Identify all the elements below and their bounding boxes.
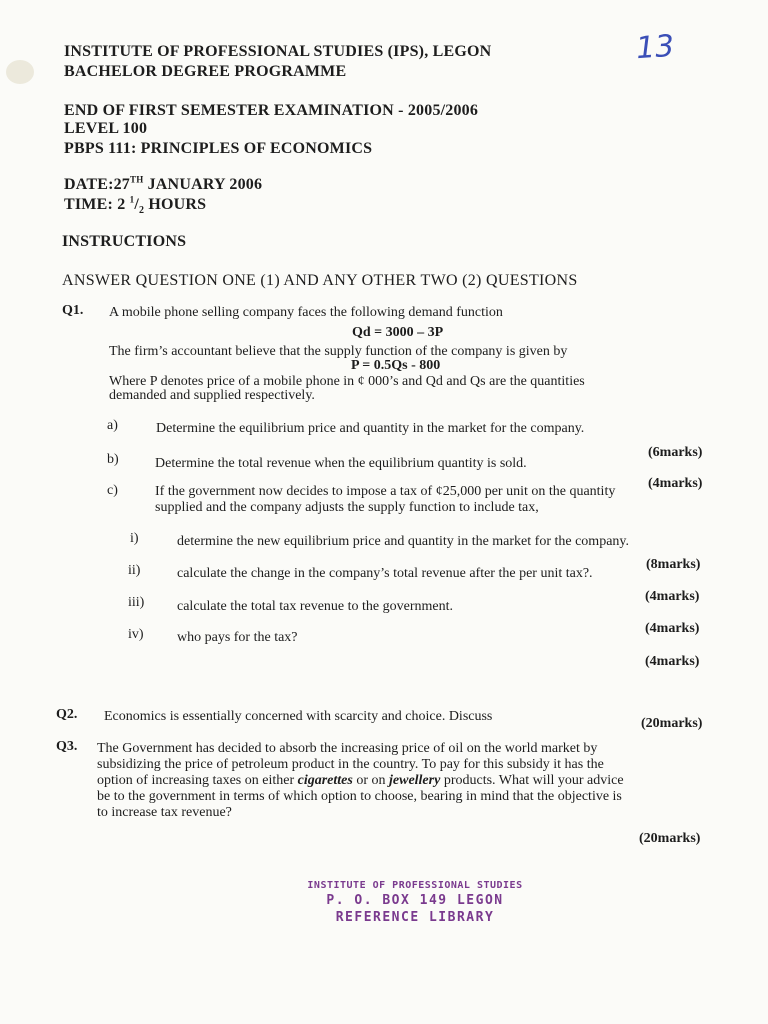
time-fraction-denominator: 2 bbox=[138, 205, 145, 217]
q1-label: Q1. bbox=[62, 303, 84, 318]
time-fraction-numerator: 1 bbox=[129, 194, 135, 205]
q1a-text: Determine the equilibrium price and quantity in the market for the company. bbox=[156, 421, 585, 436]
time-prefix: TIME: 2 bbox=[64, 196, 130, 213]
instructions-title: INSTRUCTIONS bbox=[62, 233, 187, 250]
q1-where-line2: demanded and supplied respectively. bbox=[109, 388, 315, 403]
q1-supply-intro: The firm’s accountant believe that the supply function of the company is given by bbox=[109, 344, 568, 359]
course-heading: PBPS 111: PRINCIPLES OF ECONOMICS bbox=[64, 140, 373, 157]
handwritten-page-number: 13 bbox=[634, 28, 676, 67]
time-fraction-slash: / bbox=[134, 196, 139, 213]
exam-duration bbox=[64, 196, 206, 220]
q1b-text: Determine the total revenue when the equilibrium quantity is sold. bbox=[155, 456, 527, 471]
q3-line3 bbox=[97, 773, 624, 789]
q1-supply-function: P = 0.5Qs - 800 bbox=[351, 358, 441, 373]
paper-smudge bbox=[6, 60, 34, 84]
instructions-text: ANSWER QUESTION ONE (1) AND ANY OTHER TWO (2) QUESTIONS bbox=[62, 272, 578, 289]
q1c-ii-text: calculate the change in the company’s total revenue after the per unit tax?. bbox=[177, 566, 593, 581]
time-unit: HOURS bbox=[144, 196, 207, 213]
stamp-line3: REFERENCE LIBRARY bbox=[335, 910, 495, 925]
q1c-iii-text: calculate the total tax revenue to the government. bbox=[177, 599, 453, 614]
exam-heading: END OF FIRST SEMESTER EXAMINATION - 2005/2006 bbox=[64, 102, 479, 119]
q1c-iii-label: iii) bbox=[128, 595, 145, 610]
q3-line3-end: products. What will your advice bbox=[440, 773, 624, 788]
q2-text: Economics is essentially concerned with scarcity and choice. Discuss bbox=[104, 709, 493, 724]
q1a-label: a) bbox=[107, 418, 118, 433]
q1c-iv-label: iv) bbox=[128, 627, 144, 642]
q3-line3-mid: or on bbox=[352, 773, 389, 788]
q1-demand-function: Qd = 3000 – 3P bbox=[352, 325, 444, 340]
q3-label: Q3. bbox=[56, 739, 78, 754]
library-stamp bbox=[270, 880, 560, 925]
q1-where-line1: Where P denotes price of a mobile phone in ¢ 000’s and Qd and Qs are the quantities bbox=[109, 374, 585, 389]
q1c-ii-marks: (4marks) bbox=[645, 589, 700, 604]
date-prefix: DATE:27 bbox=[64, 176, 130, 193]
q3-line1: The Government has decided to absorb the increasing price of oil on the world market by bbox=[97, 741, 598, 756]
q3-jewellery: jewellery bbox=[389, 773, 441, 788]
exam-date bbox=[64, 176, 262, 194]
q1c-text-line2: supplied and the company adjusts the supply function to include tax, bbox=[155, 500, 539, 515]
q3-marks: (20marks) bbox=[639, 831, 701, 846]
q2-marks: (20marks) bbox=[641, 716, 703, 731]
q1c-i-label: i) bbox=[130, 531, 139, 546]
q1c-iv-marks: (4marks) bbox=[645, 654, 700, 669]
q1c-iii-marks: (4marks) bbox=[645, 621, 700, 636]
date-rest: JANUARY 2006 bbox=[143, 176, 263, 193]
date-suffix: TH bbox=[130, 174, 144, 185]
q1-intro: A mobile phone selling company faces the following demand function bbox=[109, 305, 503, 320]
q3-line5: to increase tax revenue? bbox=[97, 805, 232, 820]
stamp-line1: INSTITUTE OF PROFESSIONAL STUDIES bbox=[307, 880, 523, 891]
q1c-label: c) bbox=[107, 483, 118, 498]
q1c-ii-label: ii) bbox=[128, 563, 141, 578]
q1c-iv-text: who pays for the tax? bbox=[177, 630, 298, 645]
q3-cigarettes: cigarettes bbox=[297, 773, 353, 788]
q2-label: Q2. bbox=[56, 707, 78, 722]
q1a-marks: (6marks) bbox=[648, 445, 703, 460]
q1b-marks: (4marks) bbox=[648, 476, 703, 491]
institute-heading: INSTITUTE OF PROFESSIONAL STUDIES (IPS), LEGON bbox=[64, 43, 492, 60]
q3-line4: be to the government in terms of which option to choose, bearing in mind that the objective is bbox=[97, 789, 622, 804]
q1c-i-marks: (8marks) bbox=[646, 557, 701, 572]
q1c-text-line1: If the government now decides to impose a tax of ¢25,000 per unit on the quantity bbox=[155, 484, 616, 499]
q1b-label: b) bbox=[107, 452, 119, 467]
q3-line3-start: option of increasing taxes on either bbox=[97, 773, 298, 788]
q1c-i-text: determine the new equilibrium price and quantity in the market for the company. bbox=[177, 534, 629, 549]
level-heading: LEVEL 100 bbox=[64, 120, 148, 137]
q3-line2: subsidizing the price of petroleum product in the country. To pay for this subsidy it has the bbox=[97, 757, 604, 772]
stamp-line2: P. O. BOX 149 LEGON bbox=[326, 893, 504, 908]
programme-heading: BACHELOR DEGREE PROGRAMME bbox=[64, 63, 347, 80]
